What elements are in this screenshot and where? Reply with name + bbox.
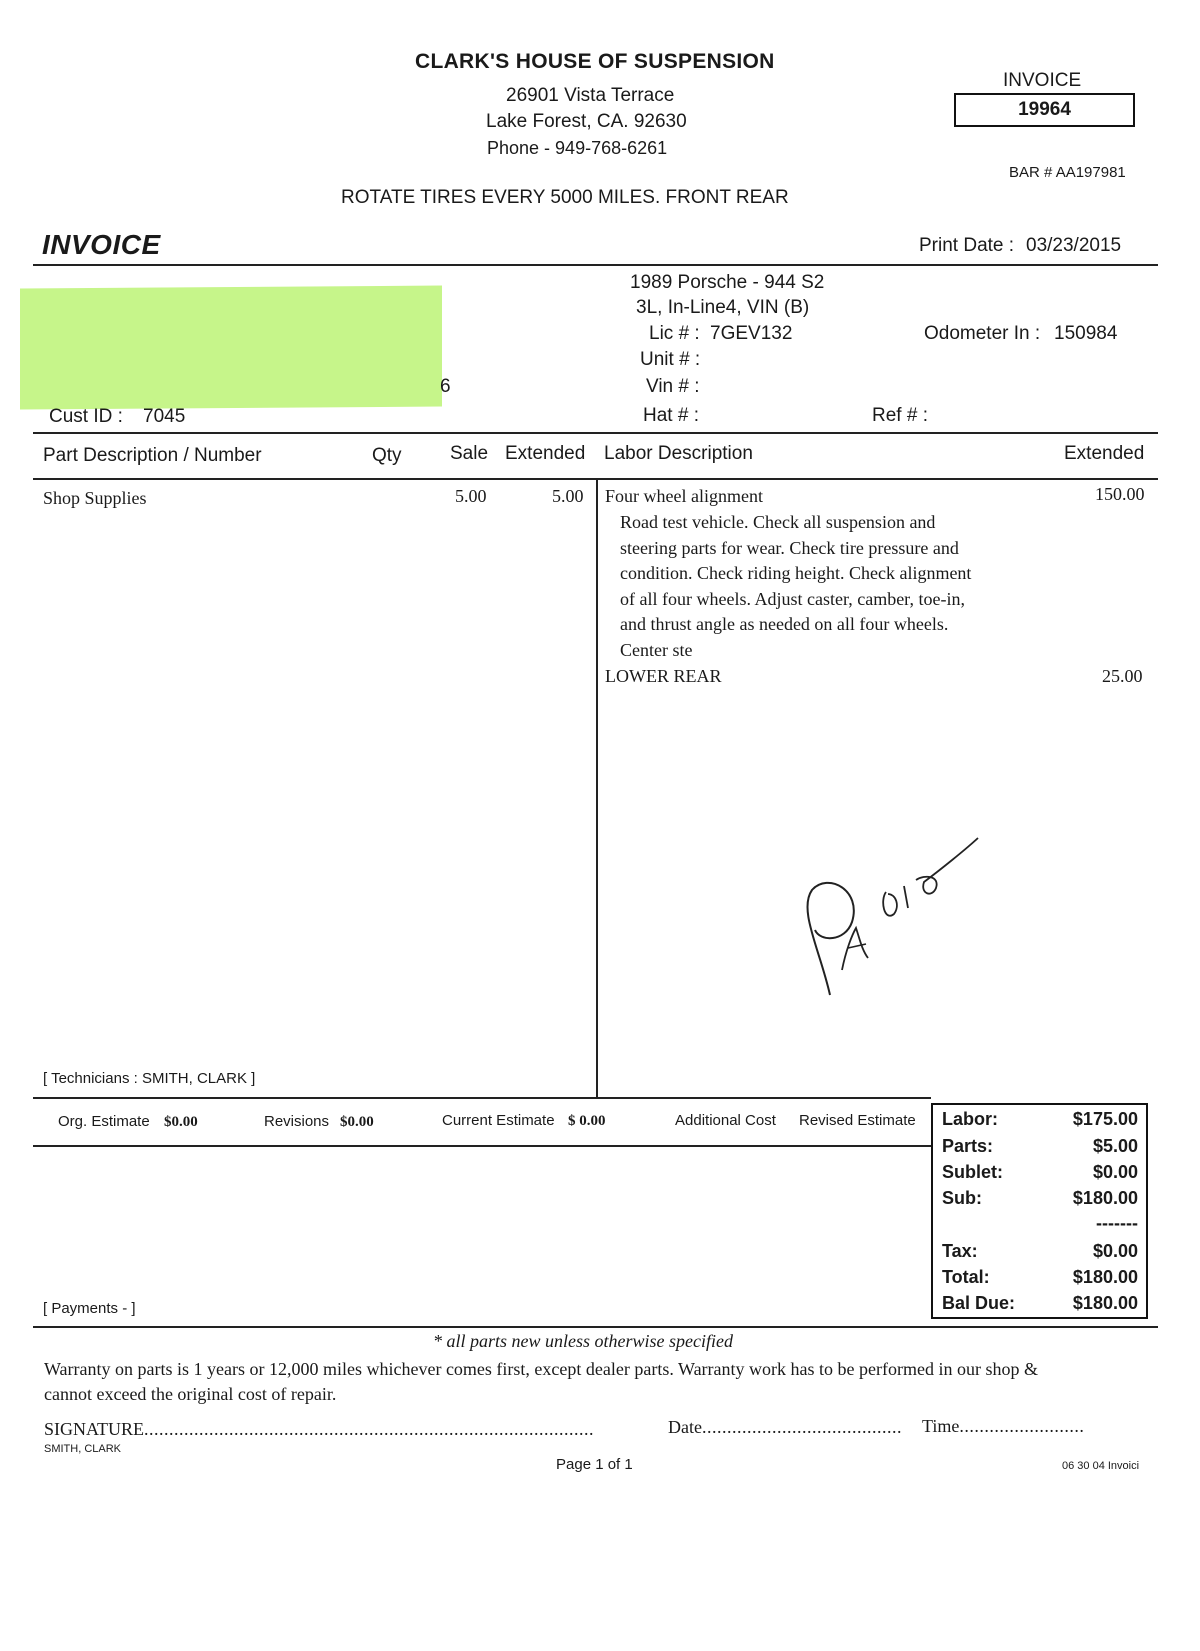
totals-box (931, 1103, 1148, 1319)
parts-note: * all parts new unless otherwise specified (433, 1331, 733, 1351)
labor-total-label: Labor: (942, 1109, 998, 1129)
invoice-number: 19964 (1018, 99, 1071, 120)
labor-detail-line: and thrust angle as needed on all four wheels. (620, 614, 949, 635)
vin-label: Vin # : (646, 376, 700, 397)
invoice-label: INVOICE (1003, 70, 1082, 91)
parts-total: $5.00 (1092, 1136, 1138, 1156)
labor-detail-line: Road test vehicle. Check all suspension and (620, 512, 936, 532)
parts-header-extended: Extended (505, 443, 586, 464)
org-estimate-label: Org. Estimate (58, 1113, 150, 1130)
warranty-line-2: cannot exceed the original cost of repair. (44, 1384, 337, 1404)
estimates-top-rule (33, 1097, 931, 1099)
bar-number: BAR # AA197981 (1009, 164, 1126, 181)
additional-cost-label: Additional Cost (675, 1112, 776, 1129)
balance-due: $180.00 (1072, 1293, 1138, 1313)
page-number: Page 1 of 1 (556, 1456, 633, 1473)
tax-label: Tax: (942, 1241, 978, 1261)
company-address: 26901 Vista Terrace (506, 85, 675, 106)
company-phone: Phone - 949-768-6261 (487, 138, 668, 158)
balance-due-label: Bal Due: (942, 1293, 1016, 1313)
current-estimate-label: Current Estimate (442, 1112, 555, 1129)
date-line: Date........................................ (668, 1417, 902, 1437)
labor-detail-line: of all four wheels. Adjust caster, camber, toe-in, (620, 588, 965, 609)
signature-label: SIGNATURE (44, 1419, 145, 1439)
signer-name: SMITH, CLARK (44, 1443, 122, 1455)
unit-label: Unit # : (640, 349, 701, 370)
warranty-line-1: Warranty on parts is 1 years or 12,000 miles whichever comes first, except dealer parts. Warranty work has to be performed in our shop & (44, 1359, 1038, 1379)
odometer-label: Odometer In : (924, 323, 1041, 344)
tax: $0.00 (1092, 1241, 1138, 1261)
part-extended: 5.00 (552, 486, 584, 506)
ref-label: Ref # : (872, 405, 928, 426)
signature-line: SIGNATURE.......................................................................................... (44, 1419, 595, 1439)
parts-header-description: Part Description / Number (43, 445, 262, 466)
sublet-total-label: Sublet: (942, 1162, 1003, 1182)
company-name: CLARK'S HOUSE OF SUSPENSION (415, 50, 775, 73)
rotate-tires-notice: ROTATE TIRES EVERY 5000 MILES. FRONT REAR (341, 187, 789, 208)
lic-number: 7GEV132 (710, 323, 793, 344)
invoice-number-box (954, 93, 1135, 127)
total-label: Total: (942, 1267, 990, 1287)
estimates-bottom-rule (33, 1145, 931, 1147)
payments: [ Payments - ] (43, 1300, 136, 1317)
company-city: Lake Forest, CA. 92630 (486, 111, 687, 132)
totals-divider: ------- (1096, 1213, 1138, 1233)
parts-labor-divider (596, 479, 598, 1097)
cust-id-label: Cust ID : (49, 406, 123, 427)
header-rule (33, 264, 1158, 266)
org-estimate-value: $0.00 (164, 1114, 198, 1130)
time-label: Time (922, 1416, 960, 1436)
technicians: [ Technicians : SMITH, CLARK ] (43, 1070, 256, 1087)
parts-total-label: Parts: (942, 1136, 994, 1156)
part-description: Shop Supplies (43, 488, 147, 508)
vehicle-rule (33, 432, 1158, 434)
labor-title: Four wheel alignment (605, 486, 763, 506)
print-date: 03/23/2015 (1026, 235, 1122, 256)
redacted-customer-info (20, 286, 442, 410)
labor-total: $175.00 (1072, 1109, 1138, 1129)
revisions-value: $0.00 (340, 1114, 374, 1130)
labor-detail-line: steering parts for wear. Check tire pressure and (620, 537, 959, 558)
labor-header-extended: Extended (1064, 443, 1145, 464)
labor-amount: 150.00 (1095, 484, 1145, 504)
subtotal: $180.00 (1072, 1188, 1138, 1208)
footer-rule (33, 1326, 1158, 1328)
labor-amount: 25.00 (1102, 666, 1143, 686)
odometer-value: 150984 (1054, 323, 1118, 344)
current-estimate-value: $ 0.00 (568, 1113, 606, 1129)
grand-total: $180.00 (1072, 1267, 1138, 1287)
date-label: Date (668, 1417, 702, 1437)
part-sale: 5.00 (455, 486, 487, 506)
time-line: Time......................... (922, 1416, 1085, 1436)
parts-header-qty: Qty (372, 445, 402, 466)
subtotal-label: Sub: (942, 1188, 982, 1208)
sublet-total: $0.00 (1092, 1162, 1138, 1182)
revised-estimate-label: Revised Estimate (799, 1112, 916, 1129)
cust-id: 7045 (143, 406, 186, 427)
handwritten-paid-signature (790, 830, 990, 1010)
labor-title: LOWER REAR (605, 666, 722, 686)
invoice-heading: INVOICE (42, 229, 161, 260)
print-date-label: Print Date : (919, 235, 1015, 256)
labor-detail-line: Center ste (620, 640, 693, 660)
customer-partial-digit: 6 (440, 376, 451, 397)
vehicle-engine: 3L, In-Line4, VIN (B) (636, 297, 810, 318)
labor-header-description: Labor Description (604, 443, 753, 464)
labor-detail-line: condition. Check riding height. Check alignment (620, 563, 972, 584)
parts-header-sale: Sale (450, 443, 489, 464)
vehicle-model: 1989 Porsche - 944 S2 (630, 272, 825, 293)
lic-label: Lic # : (649, 323, 700, 344)
hat-label: Hat # : (643, 405, 699, 426)
revisions-label: Revisions (264, 1113, 330, 1130)
form-code: 06 30 04 Invoici (1062, 1460, 1140, 1472)
